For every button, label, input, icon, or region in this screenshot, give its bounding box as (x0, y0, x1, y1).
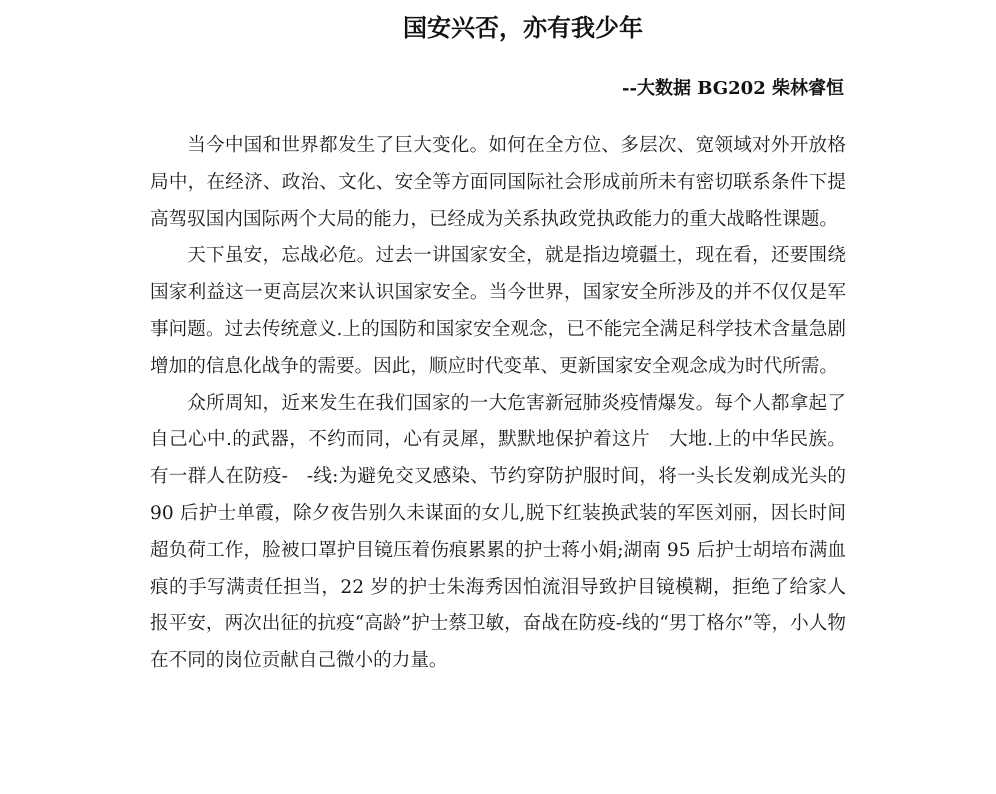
paragraph-3: 众所周知，近来发生在我们国家的一大危害新冠肺炎疫情爆发。每个人都拿起了自己心中.的武器，不约而同，心有灵犀，默默地保护着这片 大地.上的中华民族。有一群人在防疫- -线:为避免交叉感染、节约穿防护服时间，将一头长发剃成光头的 90 后护士单霞，除夕夜告别久未谋面的女儿,脱下红装换武装的军医刘丽，因长时间超负荷工作，脸被口罩护目镜压着伤痕累累的护士蒋小娟;湖南 95 后护士胡培布满血痕的手写满责任担当，22 岁的护士朱海秀因怕流泪导致护目镜模糊，拒绝了给家人报平安，两次出征的抗疫“高龄”护士蔡卫敏，奋战在防疫-线的“男丁格尔”等，小人物在不同的岗位贡献自己微小的力量。 (150, 392, 846, 672)
document-title: 国安兴否，亦有我少年 (403, 14, 643, 42)
paragraph-1: 当今中国和世界都发生了巨大变化。如何在全方位、多层次、宽领域对外开放格局中，在经济、政治、文化、安全等方面同国际社会形成前所未有密切联系条件下提高驾驭国内国际两个大局的能力，已经成为关系执政党执政能力的重大战略性课题。 (150, 135, 846, 230)
document-body (150, 128, 846, 680)
paragraph-2: 天下虽安，忘战必危。过去一讲国家安全，就是指边境疆土，现在看，还要围绕国家利益这一更高层次来认识国家安全。当今世界，国家安全所涉及的并不仅仅是军事问题。过去传统意义.上的国防和国家安全观念，已不能完全满足科学技术含量急剧增加的信息化战争的需要。因此，顺应时代变革、更新国家安全观念成为时代所需。 (150, 245, 846, 377)
author-line: --大数据 BG202 柴林睿恒 (622, 78, 844, 99)
